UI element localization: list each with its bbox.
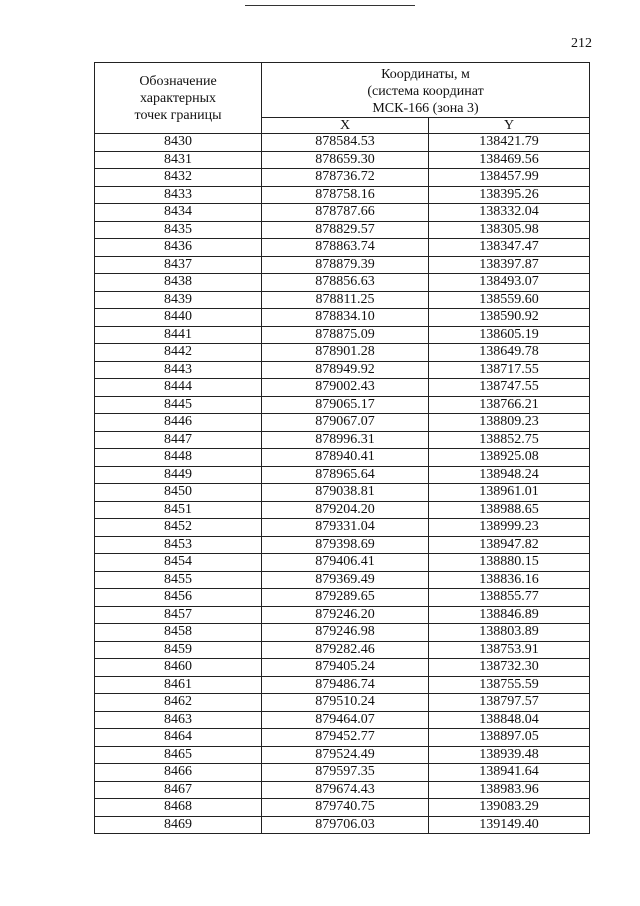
table-row xyxy=(95,379,590,397)
y-coordinate-cell: 138836.16 xyxy=(429,571,590,589)
y-coordinate-cell: 138846.89 xyxy=(429,606,590,624)
x-coordinate-cell: 878965.64 xyxy=(262,466,429,484)
x-coordinate-cell: 879289.65 xyxy=(262,589,429,607)
header-x: X xyxy=(262,118,429,134)
y-coordinate-cell: 138305.98 xyxy=(429,221,590,239)
x-coordinate-cell: 879464.07 xyxy=(262,711,429,729)
table-row xyxy=(95,816,590,834)
point-id-cell: 8454 xyxy=(95,554,262,572)
point-id-cell: 8463 xyxy=(95,711,262,729)
y-coordinate-cell: 138347.47 xyxy=(429,239,590,257)
point-id-cell: 8436 xyxy=(95,239,262,257)
x-coordinate-cell: 879331.04 xyxy=(262,519,429,537)
y-coordinate-cell: 138852.75 xyxy=(429,431,590,449)
point-id-cell: 8430 xyxy=(95,134,262,152)
header-point-line-2: характерных xyxy=(139,90,217,106)
x-coordinate-cell: 878940.41 xyxy=(262,449,429,467)
point-id-cell: 8439 xyxy=(95,291,262,309)
table-row xyxy=(95,554,590,572)
point-id-cell: 8465 xyxy=(95,746,262,764)
y-coordinate-cell: 138961.01 xyxy=(429,484,590,502)
table-row xyxy=(95,134,590,152)
y-coordinate-cell: 138421.79 xyxy=(429,134,590,152)
table-row xyxy=(95,431,590,449)
header-point-line-3: точек границы xyxy=(134,107,222,123)
table-row xyxy=(95,501,590,519)
x-coordinate-cell: 878787.66 xyxy=(262,204,429,222)
x-coordinate-cell: 878949.92 xyxy=(262,361,429,379)
point-id-cell: 8432 xyxy=(95,169,262,187)
x-coordinate-cell: 879282.46 xyxy=(262,641,429,659)
point-id-cell: 8459 xyxy=(95,641,262,659)
y-coordinate-cell: 138493.07 xyxy=(429,274,590,292)
y-coordinate-cell: 138809.23 xyxy=(429,414,590,432)
table-row xyxy=(95,606,590,624)
x-coordinate-cell: 878758.16 xyxy=(262,186,429,204)
y-coordinate-cell: 138755.59 xyxy=(429,676,590,694)
x-coordinate-cell: 879405.24 xyxy=(262,659,429,677)
header-row xyxy=(95,63,590,118)
y-coordinate-cell: 138590.92 xyxy=(429,309,590,327)
x-coordinate-cell: 878879.39 xyxy=(262,256,429,274)
table-row xyxy=(95,781,590,799)
point-id-cell: 8438 xyxy=(95,274,262,292)
y-coordinate-cell: 138803.89 xyxy=(429,624,590,642)
header-point-line-1: Обозначение xyxy=(139,73,217,89)
table-row xyxy=(95,151,590,169)
point-id-cell: 8460 xyxy=(95,659,262,677)
table-row xyxy=(95,694,590,712)
x-coordinate-cell: 879486.74 xyxy=(262,676,429,694)
table-row xyxy=(95,571,590,589)
x-coordinate-cell: 879510.24 xyxy=(262,694,429,712)
x-coordinate-cell: 879706.03 xyxy=(262,816,429,834)
y-coordinate-cell: 138717.55 xyxy=(429,361,590,379)
y-coordinate-cell: 138457.99 xyxy=(429,169,590,187)
coordinates-table xyxy=(94,62,590,834)
y-coordinate-cell: 138559.60 xyxy=(429,291,590,309)
table-row xyxy=(95,746,590,764)
x-coordinate-cell: 879065.17 xyxy=(262,396,429,414)
x-coordinate-cell: 878875.09 xyxy=(262,326,429,344)
table-row xyxy=(95,676,590,694)
x-coordinate-cell: 878736.72 xyxy=(262,169,429,187)
point-id-cell: 8445 xyxy=(95,396,262,414)
table-row xyxy=(95,659,590,677)
point-id-cell: 8453 xyxy=(95,536,262,554)
header-coordinates xyxy=(262,63,590,118)
table-row xyxy=(95,764,590,782)
y-coordinate-cell: 138332.04 xyxy=(429,204,590,222)
table-row xyxy=(95,221,590,239)
table-row xyxy=(95,239,590,257)
table-row xyxy=(95,466,590,484)
header-y: Y xyxy=(429,118,590,134)
point-id-cell: 8449 xyxy=(95,466,262,484)
x-coordinate-cell: 879597.35 xyxy=(262,764,429,782)
y-coordinate-cell: 138469.56 xyxy=(429,151,590,169)
x-coordinate-cell: 878863.74 xyxy=(262,239,429,257)
table-row xyxy=(95,309,590,327)
x-coordinate-cell: 878811.25 xyxy=(262,291,429,309)
y-coordinate-cell: 138941.64 xyxy=(429,764,590,782)
y-coordinate-cell: 138766.21 xyxy=(429,396,590,414)
point-id-cell: 8431 xyxy=(95,151,262,169)
x-coordinate-cell: 879002.43 xyxy=(262,379,429,397)
y-coordinate-cell: 138983.96 xyxy=(429,781,590,799)
table-row xyxy=(95,256,590,274)
y-coordinate-cell: 138649.78 xyxy=(429,344,590,362)
x-coordinate-cell: 878829.57 xyxy=(262,221,429,239)
table-row xyxy=(95,344,590,362)
x-coordinate-cell: 879406.41 xyxy=(262,554,429,572)
y-coordinate-cell: 138747.55 xyxy=(429,379,590,397)
point-id-cell: 8458 xyxy=(95,624,262,642)
point-id-cell: 8435 xyxy=(95,221,262,239)
point-id-cell: 8464 xyxy=(95,729,262,747)
table-row xyxy=(95,204,590,222)
point-id-cell: 8443 xyxy=(95,361,262,379)
table-row xyxy=(95,641,590,659)
table-row xyxy=(95,449,590,467)
point-id-cell: 8442 xyxy=(95,344,262,362)
table-row xyxy=(95,624,590,642)
x-coordinate-cell: 879204.20 xyxy=(262,501,429,519)
table-row xyxy=(95,396,590,414)
y-coordinate-cell: 138948.24 xyxy=(429,466,590,484)
x-coordinate-cell: 878834.10 xyxy=(262,309,429,327)
point-id-cell: 8467 xyxy=(95,781,262,799)
header-coords-line-1: Координаты, м xyxy=(381,67,470,82)
y-coordinate-cell: 139149.40 xyxy=(429,816,590,834)
point-id-cell: 8448 xyxy=(95,449,262,467)
point-id-cell: 8444 xyxy=(95,379,262,397)
header-coords-line-3: МСК-166 (зона 3) xyxy=(372,101,479,116)
point-id-cell: 8433 xyxy=(95,186,262,204)
point-id-cell: 8452 xyxy=(95,519,262,537)
table-row xyxy=(95,589,590,607)
point-id-cell: 8450 xyxy=(95,484,262,502)
y-coordinate-cell: 138395.26 xyxy=(429,186,590,204)
point-id-cell: 8466 xyxy=(95,764,262,782)
x-coordinate-cell: 878584.53 xyxy=(262,134,429,152)
y-coordinate-cell: 138848.04 xyxy=(429,711,590,729)
x-coordinate-cell: 879246.20 xyxy=(262,606,429,624)
point-id-cell: 8462 xyxy=(95,694,262,712)
table-row xyxy=(95,536,590,554)
header-coords-line-2: (система координат xyxy=(367,84,484,99)
y-coordinate-cell: 138605.19 xyxy=(429,326,590,344)
point-id-cell: 8441 xyxy=(95,326,262,344)
point-id-cell: 8440 xyxy=(95,309,262,327)
table-row xyxy=(95,729,590,747)
point-id-cell: 8468 xyxy=(95,799,262,817)
x-coordinate-cell: 878901.28 xyxy=(262,344,429,362)
y-coordinate-cell: 138855.77 xyxy=(429,589,590,607)
table-row xyxy=(95,711,590,729)
page-number: 212 xyxy=(571,36,592,51)
point-id-cell: 8455 xyxy=(95,571,262,589)
x-coordinate-cell: 879369.49 xyxy=(262,571,429,589)
y-coordinate-cell: 138939.48 xyxy=(429,746,590,764)
table-row xyxy=(95,169,590,187)
y-coordinate-cell: 138880.15 xyxy=(429,554,590,572)
table-row xyxy=(95,274,590,292)
y-coordinate-cell: 138897.05 xyxy=(429,729,590,747)
x-coordinate-cell: 878856.63 xyxy=(262,274,429,292)
y-coordinate-cell: 139083.29 xyxy=(429,799,590,817)
table-row xyxy=(95,799,590,817)
table-row xyxy=(95,519,590,537)
y-coordinate-cell: 138988.65 xyxy=(429,501,590,519)
x-coordinate-cell: 879674.43 xyxy=(262,781,429,799)
x-coordinate-cell: 879246.98 xyxy=(262,624,429,642)
x-coordinate-cell: 879067.07 xyxy=(262,414,429,432)
y-coordinate-cell: 138999.23 xyxy=(429,519,590,537)
y-coordinate-cell: 138797.57 xyxy=(429,694,590,712)
point-id-cell: 8469 xyxy=(95,816,262,834)
y-coordinate-cell: 138925.08 xyxy=(429,449,590,467)
top-rule xyxy=(245,5,415,6)
table-row xyxy=(95,291,590,309)
table-row xyxy=(95,484,590,502)
point-id-cell: 8437 xyxy=(95,256,262,274)
table-row xyxy=(95,414,590,432)
x-coordinate-cell: 878996.31 xyxy=(262,431,429,449)
x-coordinate-cell: 879398.69 xyxy=(262,536,429,554)
point-id-cell: 8461 xyxy=(95,676,262,694)
table-row xyxy=(95,186,590,204)
x-coordinate-cell: 879038.81 xyxy=(262,484,429,502)
x-coordinate-cell: 879524.49 xyxy=(262,746,429,764)
point-id-cell: 8434 xyxy=(95,204,262,222)
x-coordinate-cell: 878659.30 xyxy=(262,151,429,169)
x-coordinate-cell: 879740.75 xyxy=(262,799,429,817)
point-id-cell: 8446 xyxy=(95,414,262,432)
table-row xyxy=(95,326,590,344)
point-id-cell: 8456 xyxy=(95,589,262,607)
y-coordinate-cell: 138732.30 xyxy=(429,659,590,677)
table-row xyxy=(95,361,590,379)
y-coordinate-cell: 138947.82 xyxy=(429,536,590,554)
point-id-cell: 8457 xyxy=(95,606,262,624)
table-body xyxy=(95,134,590,834)
x-coordinate-cell: 879452.77 xyxy=(262,729,429,747)
header-point-designation xyxy=(95,63,262,134)
point-id-cell: 8451 xyxy=(95,501,262,519)
point-id-cell: 8447 xyxy=(95,431,262,449)
y-coordinate-cell: 138397.87 xyxy=(429,256,590,274)
y-coordinate-cell: 138753.91 xyxy=(429,641,590,659)
